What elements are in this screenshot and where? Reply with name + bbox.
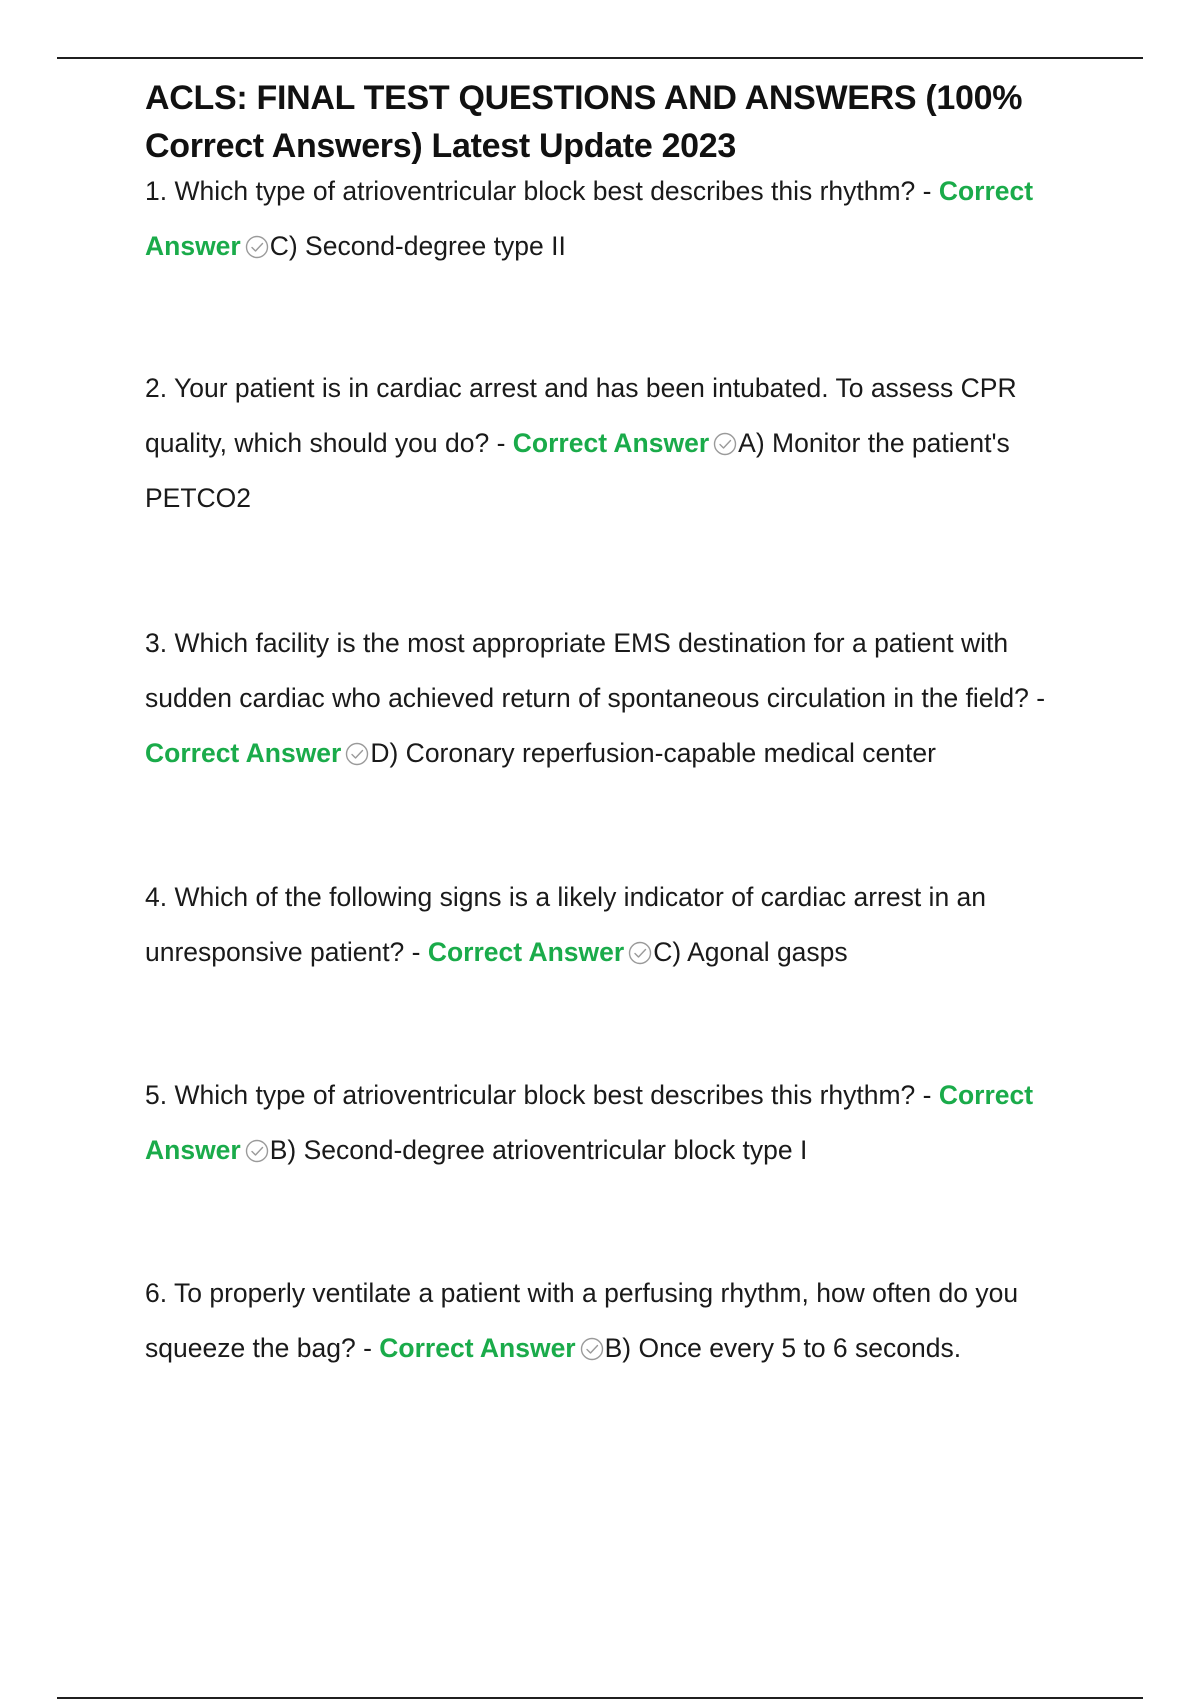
question-text: 6. To properly ventilate a patient with a perfusing rhythm, how often do you squeeze the bag? -: [145, 1278, 1019, 1363]
qa-item-4: [145, 870, 1085, 980]
check-circle-icon: [628, 941, 652, 965]
check-circle-icon: [345, 742, 369, 766]
question-text: 3. Which facility is the most appropriate EMS destination for a patient with sudden cardiac who achieved return of spontaneous circulation in the field? -: [145, 628, 1046, 713]
correct-answer-label: Correct Answer: [145, 1080, 1034, 1165]
question-text: 5. Which type of atrioventricular block best describes this rhythm? -: [145, 1080, 939, 1110]
answer-text: A) Monitor the patient's PETCO2: [145, 428, 1010, 513]
answer-text: C) Agonal gasps: [653, 937, 848, 967]
correct-answer-label: Correct Answer: [145, 738, 342, 768]
qa-item-1: [145, 164, 1085, 274]
document-title: ACLS: FINAL TEST QUESTIONS AND ANSWERS (100% Correct Answers) Latest Update 2023: [145, 79, 1023, 165]
correct-answer-label: Correct Answer: [145, 176, 1034, 261]
qa-item-6: [145, 1266, 1085, 1376]
correct-answer-label: Correct Answer: [379, 1333, 576, 1363]
question-text: 1. Which type of atrioventricular block best describes this rhythm? -: [145, 176, 939, 206]
question-text: 4. Which of the following signs is a likely indicator of cardiac arrest in an unresponsive patient? -: [145, 882, 987, 967]
check-circle-icon: [245, 1139, 269, 1163]
correct-answer-label: Correct Answer: [427, 937, 625, 967]
answer-text: D) Coronary reperfusion-capable medical center: [370, 738, 936, 768]
qa-item-5: [145, 1068, 1085, 1178]
question-text: 2. Your patient is in cardiac arrest and has been intubated. To assess CPR quality, which should you do? -: [145, 373, 1017, 458]
qa-item-3: [145, 616, 1085, 781]
answer-text: B) Second-degree atrioventricular block type I: [269, 1135, 808, 1165]
bottom-rule: [57, 1697, 1143, 1699]
correct-answer-label: Correct Answer: [512, 428, 710, 458]
check-circle-icon: [713, 432, 737, 456]
check-circle-icon: [580, 1337, 604, 1361]
answer-text: B) Once every 5 to 6 seconds.: [604, 1333, 962, 1363]
answer-text: C) Second-degree type II: [269, 231, 566, 261]
top-rule: [57, 57, 1143, 59]
check-circle-icon: [245, 235, 269, 259]
qa-item-2: [145, 361, 1085, 526]
